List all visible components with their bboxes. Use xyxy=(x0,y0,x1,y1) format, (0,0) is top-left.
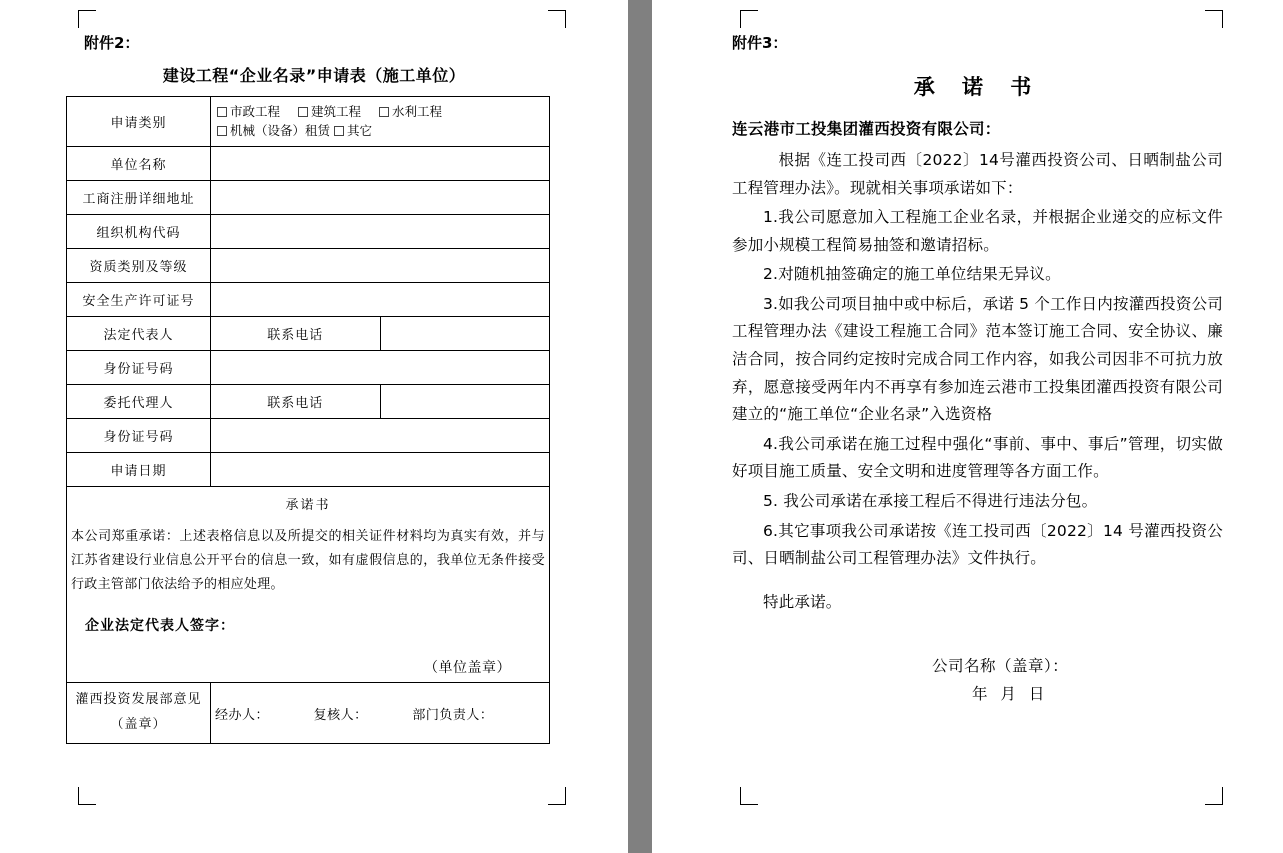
attachment-label-2: 附件2： xyxy=(84,34,140,52)
field-value-phone-1[interactable] xyxy=(380,316,550,350)
application-form-table xyxy=(66,96,550,744)
crop-mark-bottom-left xyxy=(740,787,758,805)
table-row xyxy=(67,214,550,248)
paragraph-2: 2.对随机抽签确定的施工单位结果无异议。 xyxy=(763,265,1061,284)
closing-statement: 特此承诺。 xyxy=(763,592,842,611)
field-label-apply-date: 申请日期 xyxy=(67,452,211,486)
checkbox-label: 市政工程 xyxy=(230,104,281,119)
signature-block xyxy=(732,654,1223,704)
field-label-phone-2: 联系电话 xyxy=(211,384,381,418)
crop-mark-bottom-left xyxy=(78,787,96,805)
field-label-phone-1: 联系电话 xyxy=(211,316,381,350)
commitment-title: 承 诺 书 xyxy=(913,75,1042,99)
checkbox-label: 水利工程 xyxy=(392,104,443,119)
crop-mark-bottom-right xyxy=(1205,787,1223,805)
table-row xyxy=(67,452,550,486)
field-label-id-number-2: 身份证号码 xyxy=(67,418,211,452)
table-row xyxy=(67,350,550,384)
field-value-safety-license[interactable] xyxy=(211,282,550,316)
left-page-body xyxy=(66,20,562,744)
field-value-address[interactable] xyxy=(211,180,550,214)
attachment-label-3: 附件3： xyxy=(732,34,788,52)
field-value-id-number-2[interactable] xyxy=(211,418,550,452)
spacer xyxy=(732,575,1223,589)
checkbox-label: 建筑工程 xyxy=(311,104,362,119)
pledge-text: 本公司郑重承诺：上述表格信息以及所提交的相关证件材料均为真实有效，并与江苏省建设行业信息公开平台的信息一致，如有虚假信息的，我单位无条件接受行政主管部门依法给予的相应处理。 xyxy=(67,520,550,602)
field-value-apply-date[interactable] xyxy=(211,452,550,486)
field-label-org-code: 组织机构代码 xyxy=(67,214,211,248)
checkbox-option-equipment-rental[interactable] xyxy=(217,123,372,138)
field-label-agent: 委托代理人 xyxy=(67,384,211,418)
category-options-line2[interactable] xyxy=(215,121,545,140)
addressee: 连云港市工投集团灌西投资有限公司： xyxy=(732,120,1001,138)
field-value-org-code[interactable] xyxy=(211,214,550,248)
table-row xyxy=(67,248,550,282)
table-row xyxy=(67,418,550,452)
checkbox-icon[interactable] xyxy=(379,107,389,117)
table-row xyxy=(67,180,550,214)
right-page-body xyxy=(732,20,1223,704)
table-row xyxy=(67,316,550,350)
checkbox-label: 其它 xyxy=(347,123,373,139)
crop-mark-bottom-right xyxy=(548,787,566,805)
table-row xyxy=(67,384,550,418)
table-row xyxy=(67,683,550,743)
checkbox-option-water[interactable] xyxy=(379,104,442,119)
table-row xyxy=(67,282,550,316)
field-reviewer: 复核人： xyxy=(313,707,368,723)
paragraph-4: 4.我公司承诺在施工过程中强化“事前、事中、事后”管理，切实做好项目施工质量、安全文明和进度管理等各方面工作。 xyxy=(732,434,1223,481)
field-handler: 经办人： xyxy=(215,707,270,723)
opinion-label: 灌西投资发展部意见（盖章） xyxy=(67,683,211,743)
checkbox-icon[interactable] xyxy=(334,126,344,136)
page-right xyxy=(652,0,1283,853)
legal-rep-signature-label: 企业法定代表人签字： xyxy=(85,618,235,635)
category-options-line1[interactable] xyxy=(215,102,545,121)
table-row xyxy=(67,146,550,180)
field-label-qualification: 资质类别及等级 xyxy=(67,248,211,282)
form-title: 建设工程“企业名录”申请表（施工单位） xyxy=(162,66,466,85)
field-value-unit-name[interactable] xyxy=(211,146,550,180)
field-label-category: 申请类别 xyxy=(67,97,211,147)
opinion-fields[interactable] xyxy=(211,683,550,743)
paragraph-6: 6.其它事项我公司承诺按《连工投司西〔2022〕14 号灌西投资公司、日晒制盐公司工程管理办法》文件执行。 xyxy=(732,521,1223,568)
company-seal-label: （单位盖章） xyxy=(424,660,511,677)
field-value-phone-2[interactable] xyxy=(380,384,550,418)
field-value-id-number-1[interactable] xyxy=(211,350,550,384)
checkbox-option-construction[interactable] xyxy=(298,104,361,119)
page-left xyxy=(0,0,628,853)
checkbox-label: 机械（设备）租赁 xyxy=(230,123,331,139)
field-label-address: 工商注册详细地址 xyxy=(67,180,211,214)
field-value-category[interactable] xyxy=(211,97,550,147)
paragraph-1: 1.我公司愿意加入工程施工企业名录，并根据企业递交的应标文件参加小规模工程简易抽签和邀请招标。 xyxy=(732,208,1223,254)
checkbox-icon[interactable] xyxy=(217,126,227,136)
checkbox-option-municipal[interactable] xyxy=(217,104,280,119)
paragraph-5: 5. 我公司承诺在承接工程后不得进行违法分包。 xyxy=(763,491,1098,510)
signature-cell xyxy=(67,602,550,683)
checkbox-icon[interactable] xyxy=(217,107,227,117)
checkbox-icon[interactable] xyxy=(298,107,308,117)
field-value-qualification[interactable] xyxy=(211,248,550,282)
field-label-id-number-1: 身份证号码 xyxy=(67,350,211,384)
field-label-legal-rep: 法定代表人 xyxy=(67,316,211,350)
paragraph-3: 3.如我公司项目抽中或中标后，承诺 5 个工作日内按灌西投资公司工程管理办法《建设工程施工合同》范本签订施工合同、安全协议、廉洁合同，按合同约定按时完成合同工作内容，如我公司因非不可抗力放弃，愿意接受两年内不再享有参加连云港市工投集团灌西投资有限公司建立的“施工单位“企业名录”入选资格 xyxy=(732,294,1223,424)
pledge-heading: 承诺书 xyxy=(67,486,550,520)
field-label-unit-name: 单位名称 xyxy=(67,146,211,180)
table-row xyxy=(67,486,550,520)
date-line: 年 月 日 xyxy=(972,685,1049,704)
table-row xyxy=(67,602,550,683)
field-label-safety-license: 安全生产许可证号 xyxy=(67,282,211,316)
company-name-seal-label: 公司名称（盖章）： xyxy=(932,657,1069,676)
field-department-head: 部门负责人： xyxy=(412,707,494,723)
table-row xyxy=(67,520,550,602)
table-row xyxy=(67,97,550,147)
paragraph-intro: 根据《连工投司西〔2022〕14号灌西投资公司、日晒制盐公司工程管理办法》。现就相关事项承诺如下： xyxy=(732,151,1223,197)
